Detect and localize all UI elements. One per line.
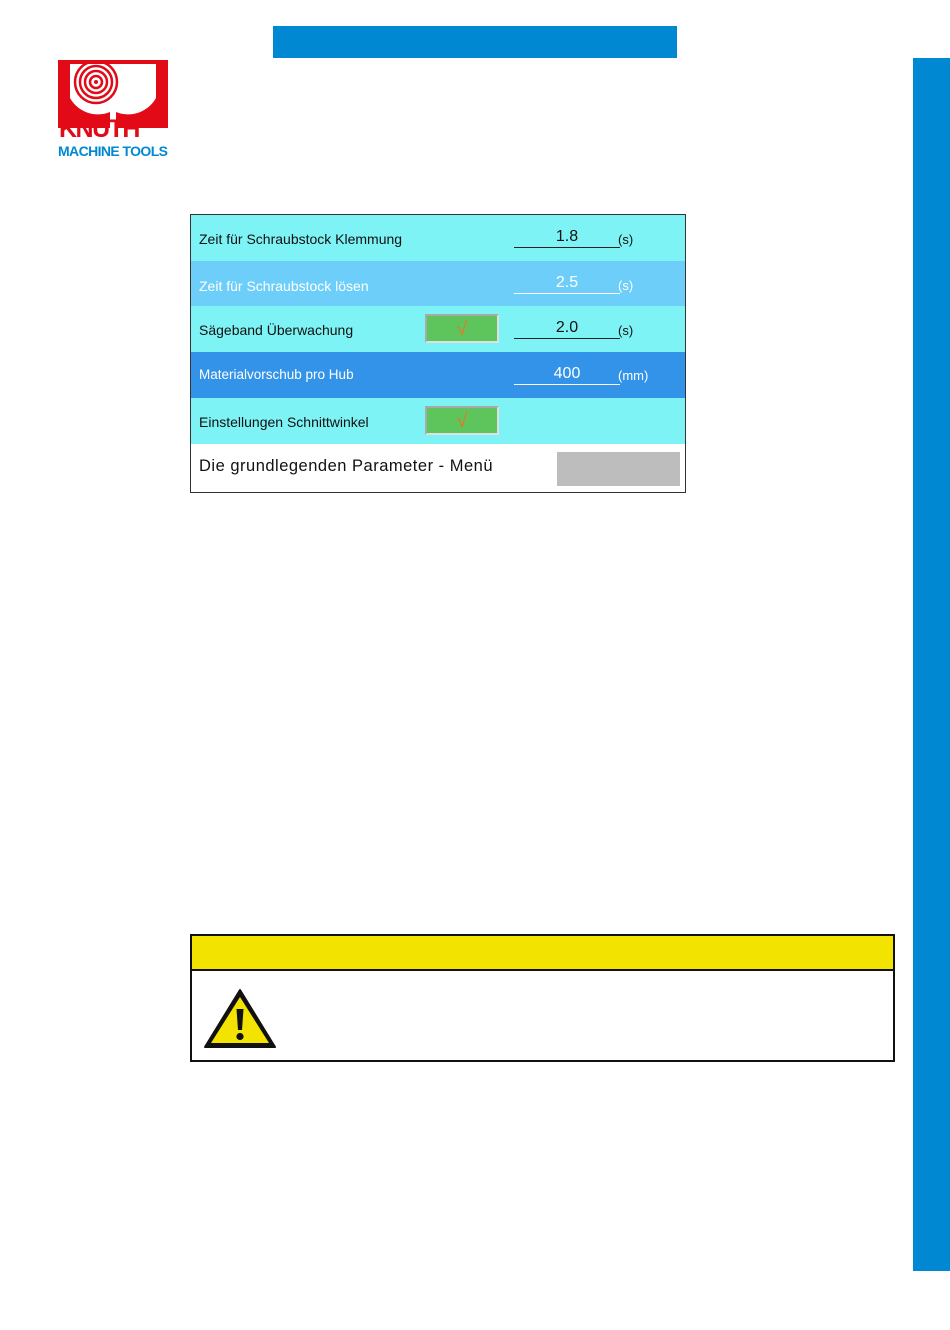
warning-triangle-icon: [203, 988, 277, 1050]
param-row-band-monitoring: [191, 306, 685, 352]
cutting-angle-toggle[interactable]: [425, 406, 499, 435]
param-label: Sägeband Überwachung: [199, 322, 354, 338]
param-row-basic-menu: [191, 444, 685, 492]
basic-parameters-menu-label: Die grundlegenden Parameter - Menü: [199, 457, 493, 475]
band-monitoring-time-input[interactable]: 2.0: [514, 319, 620, 339]
param-unit: (s): [618, 232, 634, 247]
logo-subtitle: MACHINE TOOLS: [58, 143, 168, 159]
knuth-logo: [58, 60, 170, 160]
clamp-time-input[interactable]: 1.8: [514, 228, 620, 248]
param-row-cutting-angle: [191, 398, 685, 444]
parameter-panel: [190, 214, 686, 493]
warning-header: [192, 936, 893, 971]
param-unit: (s): [618, 278, 634, 293]
release-time-input[interactable]: 2.5: [514, 274, 620, 294]
side-tab-bar: [913, 58, 950, 1271]
param-row-clamp-time: [191, 215, 685, 261]
band-monitoring-toggle[interactable]: [425, 314, 499, 343]
param-unit: (s): [618, 323, 634, 338]
header-bar: [273, 26, 677, 58]
param-row-release-time: [191, 261, 685, 306]
param-unit: (mm): [618, 368, 649, 383]
logo-brand-text: KNUTH: [59, 115, 139, 143]
checkmark-icon: √: [456, 410, 468, 432]
checkmark-icon: √: [456, 318, 468, 340]
param-label: Zeit für Schraubstock Klemmung: [199, 231, 403, 247]
basic-parameters-menu-button[interactable]: [557, 452, 680, 486]
param-label: Zeit für Schraubstock lösen: [199, 278, 369, 294]
param-row-material-feed: [191, 352, 685, 398]
param-label: Materialvorschub pro Hub: [199, 367, 354, 382]
material-feed-input[interactable]: 400: [514, 365, 620, 385]
param-label: Einstellungen Schnittwinkel: [199, 414, 369, 430]
warning-box: [190, 934, 895, 1062]
